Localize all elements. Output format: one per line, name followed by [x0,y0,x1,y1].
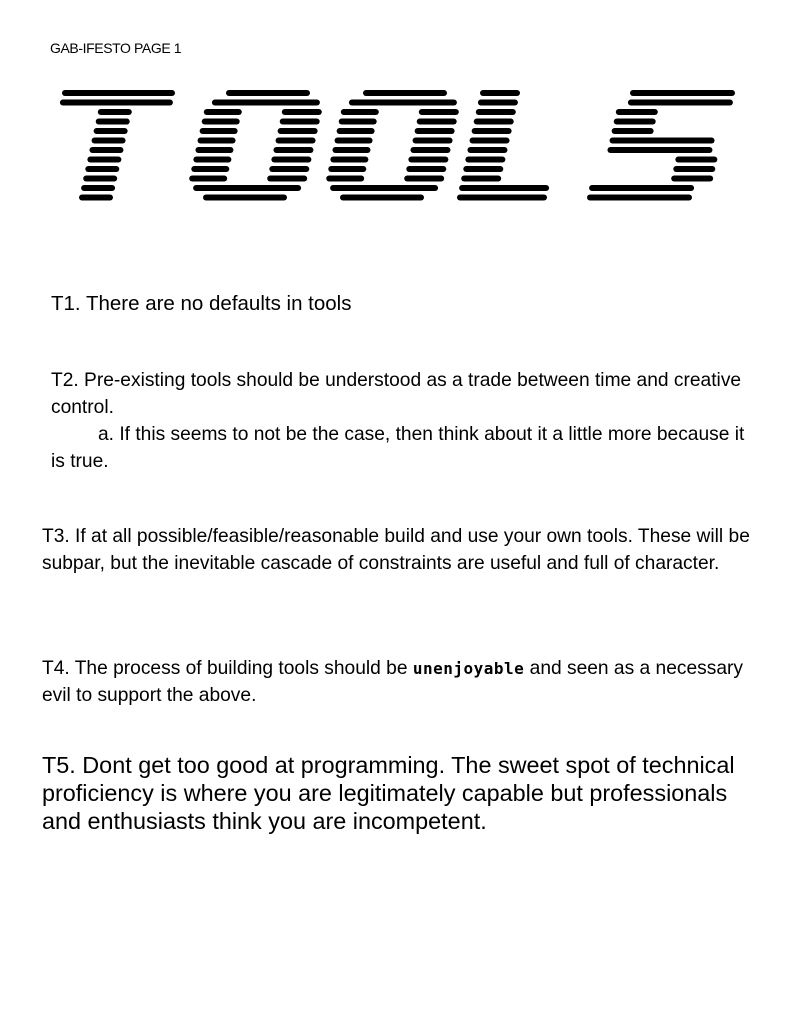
logo-stripe [417,119,457,125]
logo-stripe [195,147,233,153]
rule-t5: T5. Dont get too good at programming. The sweet spot of technical proficiency is where you are legitimately capable but professionals and enthusiasts think you are incompetent. [42,752,735,834]
logo-stripe [226,90,310,96]
logo-stripe [419,109,459,115]
logo-stripe [465,157,505,163]
logo-stripe [457,195,547,201]
logo-stripe [204,109,242,115]
logo-stripe [273,147,313,153]
rule-t3: T3. If at all possible/feasible/reasonable build and use your own tools. These will be subpar, but the inevitable cascade of constraints are useful and full of character. [42,526,750,574]
logo-stripe [616,109,658,115]
logo-stripe [459,185,549,191]
logo-stripe [363,90,447,96]
logo-stripe [85,166,119,172]
logo-stripe [408,157,448,163]
logo-stripe [212,100,320,106]
tools-logo-graphic [50,86,740,214]
logo-stripe [79,195,113,201]
logo-stripe [474,119,514,125]
logo-stripe [326,176,364,182]
logo-stripe [470,138,510,144]
logo-stripe [330,185,438,191]
logo-stripe [671,176,713,182]
logo-letter-s [587,90,735,201]
logo-letter-o-1 [189,90,322,201]
logo-stripe [413,138,453,144]
tools-logo [50,86,740,214]
logo-stripe [189,176,227,182]
logo-stripe [193,185,301,191]
logo-stripe [349,100,457,106]
logo-stripe [461,176,501,182]
logo-stripe [339,119,377,125]
logo-stripe [612,128,654,134]
logo-stripe [328,166,366,172]
logo-stripe [280,119,320,125]
logo-stripe [198,138,236,144]
rule-t4-emphasis: unenjoyable [412,659,525,678]
logo-stripe [271,157,311,163]
logo-stripe [62,90,175,96]
rule-t2-subpoint: a. If this seems to not be the case, then think about it a little more because it is true. [51,424,745,472]
logo-stripe [98,109,132,115]
rule-t2 [51,367,751,475]
logo-letter-t [60,90,175,201]
logo-letter-o-2 [326,90,459,201]
logo-stripe [467,147,507,153]
rule-t2-text: T2. Pre-existing tools should be understood as a trade between time and creative control. [51,370,742,418]
logo-stripe [630,90,735,96]
rule-t4-before: T4. The process of building tools should be [42,658,413,679]
logo-stripe [587,195,692,201]
logo-stripe [404,176,444,182]
logo-stripe [341,109,379,115]
logo-stripe [282,109,322,115]
logo-stripe [81,185,115,191]
logo-stripe [278,128,318,134]
logo-stripe [337,128,375,134]
rule-t1: T1. There are no defaults in tools [51,292,352,315]
logo-stripe [332,147,370,153]
logo-stripe [94,128,128,134]
logo-stripe [330,157,368,163]
logo-stripe [673,166,715,172]
logo-stripe [202,119,240,125]
logo-stripe [269,166,309,172]
logo-stripe [276,138,316,144]
logo-stripe [410,147,450,153]
logo-stripe [267,176,307,182]
rule-t4-after: and seen as a necessary evil to support the above. [42,658,743,706]
logo-stripe [675,157,717,163]
logo-letter-l [457,90,549,201]
logo-stripe [614,119,656,125]
logo-stripe [478,100,518,106]
logo-stripe [60,100,173,106]
logo-stripe [92,138,126,144]
logo-stripe [415,128,455,134]
logo-stripe [628,100,733,106]
logo-stripe [87,157,121,163]
logo-stripe [89,147,123,153]
logo-stripe [203,195,287,201]
logo-stripe [472,128,512,134]
logo-stripe [193,157,231,163]
logo-stripe [340,195,424,201]
logo-stripe [463,166,503,172]
logo-stripe [200,128,238,134]
rule-t4 [42,655,767,709]
page-header-label: GAB-IFESTO PAGE 1 [50,40,182,56]
logo-stripe [406,166,446,172]
logo-stripe [480,90,520,96]
logo-stripe [83,176,117,182]
logo-stripe [607,147,712,153]
logo-stripe [589,185,694,191]
logo-stripe [335,138,373,144]
logo-stripe [191,166,229,172]
logo-stripe [96,119,130,125]
logo-stripe [476,109,516,115]
logo-stripe [610,138,715,144]
